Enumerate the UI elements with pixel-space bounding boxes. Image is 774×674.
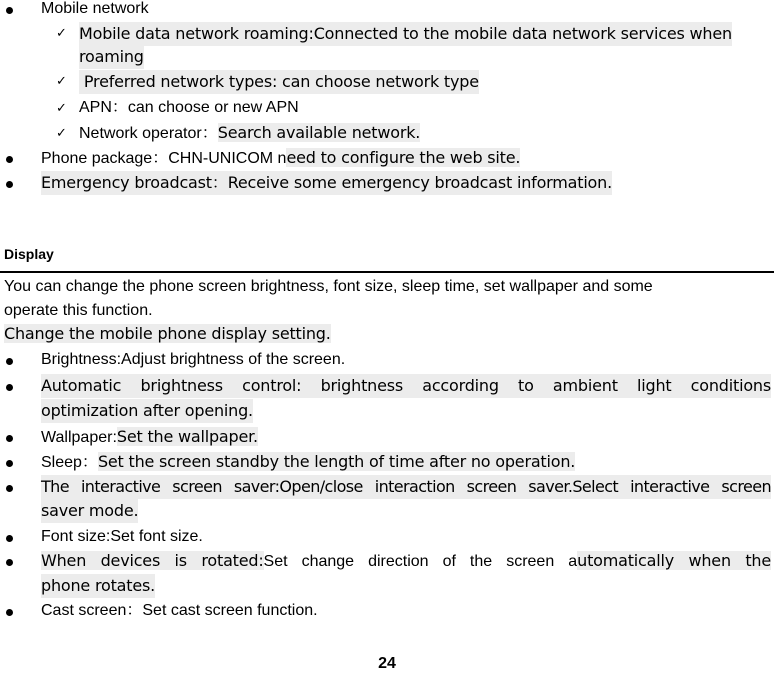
- bullet-icon: [6, 358, 13, 365]
- roaming-label: Mobile data network roaming:: [79, 24, 314, 43]
- section-divider: [0, 271, 774, 273]
- preferred-network-types: Preferred network types: can choose network type: [79, 70, 479, 94]
- bullet-icon: [6, 460, 13, 467]
- bullet-icon: [6, 559, 13, 566]
- package-plain: CHN-UNICOM n: [168, 150, 287, 167]
- checkmark-icon: ✓: [56, 74, 67, 89]
- emergency-desc: Receive some emergency broadcast information.: [227, 173, 612, 192]
- mobile-network-title: Mobile network: [41, 0, 149, 17]
- roaming-desc-cont: roaming: [79, 45, 144, 69]
- checkmark-icon: ✓: [56, 26, 67, 41]
- package-desc: eed to configure the web site.: [286, 148, 521, 167]
- brightness-text: Brightness:Adjust brightness of the screen.: [41, 351, 346, 368]
- rotate-plain: Set change direction of the screen a: [263, 553, 578, 570]
- display-intro-line3: Change the mobile phone display setting.: [4, 324, 331, 343]
- bullet-icon: [6, 485, 13, 492]
- bullet-icon: [6, 435, 13, 442]
- sleep-label: Sleep：: [41, 454, 98, 471]
- bullet-icon: [6, 181, 13, 188]
- bullet-icon: [6, 7, 13, 14]
- apn-desc: can choose or new APN: [127, 99, 299, 116]
- operator-desc: Search available network.: [217, 123, 421, 142]
- auto-brightness-text-cont: optimization after opening.: [41, 399, 253, 423]
- screen-saver-text: The interactive screen saver:Open/close interaction screen saver.Select interactive screen: [41, 475, 771, 499]
- operator-label: Network operator：: [79, 125, 218, 142]
- emergency-label: Emergency broadcast：: [41, 173, 228, 192]
- display-intro-line2: operate this function.: [4, 302, 153, 319]
- bullet-icon: [6, 535, 13, 542]
- bullet-icon: [6, 609, 13, 616]
- apn-label: APN：: [79, 99, 128, 116]
- sleep-desc: Set the screen standby the length of time after no operation.: [97, 452, 576, 471]
- font-size-text: Font size:Set font size.: [41, 528, 203, 545]
- bullet-icon: [6, 156, 13, 163]
- cast-desc: Set cast screen function.: [142, 602, 318, 619]
- display-intro-line1: You can change the phone screen brightness, font size, sleep time, set wallpaper and some: [4, 278, 653, 295]
- checkmark-icon: ✓: [56, 125, 67, 140]
- roaming-desc: Connected to the mobile data network services when: [313, 24, 732, 43]
- rotate-text-cont: phone rotates.: [41, 574, 155, 598]
- wallpaper-desc: Set the wallpaper.: [116, 427, 258, 446]
- checkmark-icon: ✓: [56, 100, 67, 115]
- cast-label: Cast screen：: [41, 602, 143, 619]
- bullet-icon: [6, 384, 13, 391]
- auto-brightness-text: Automatic brightness control: brightness according to ambient light conditions: [41, 374, 771, 398]
- wallpaper-label: Wallpaper:: [41, 429, 117, 446]
- rotate-desc: utomatically when the: [577, 551, 771, 570]
- rotate-label: When devices is rotated:: [41, 551, 264, 570]
- section-heading-display: Display: [4, 246, 54, 262]
- package-label: Phone package：: [41, 150, 169, 167]
- screen-saver-text-cont: saver mode.: [41, 499, 138, 523]
- page-number: 24: [378, 655, 396, 672]
